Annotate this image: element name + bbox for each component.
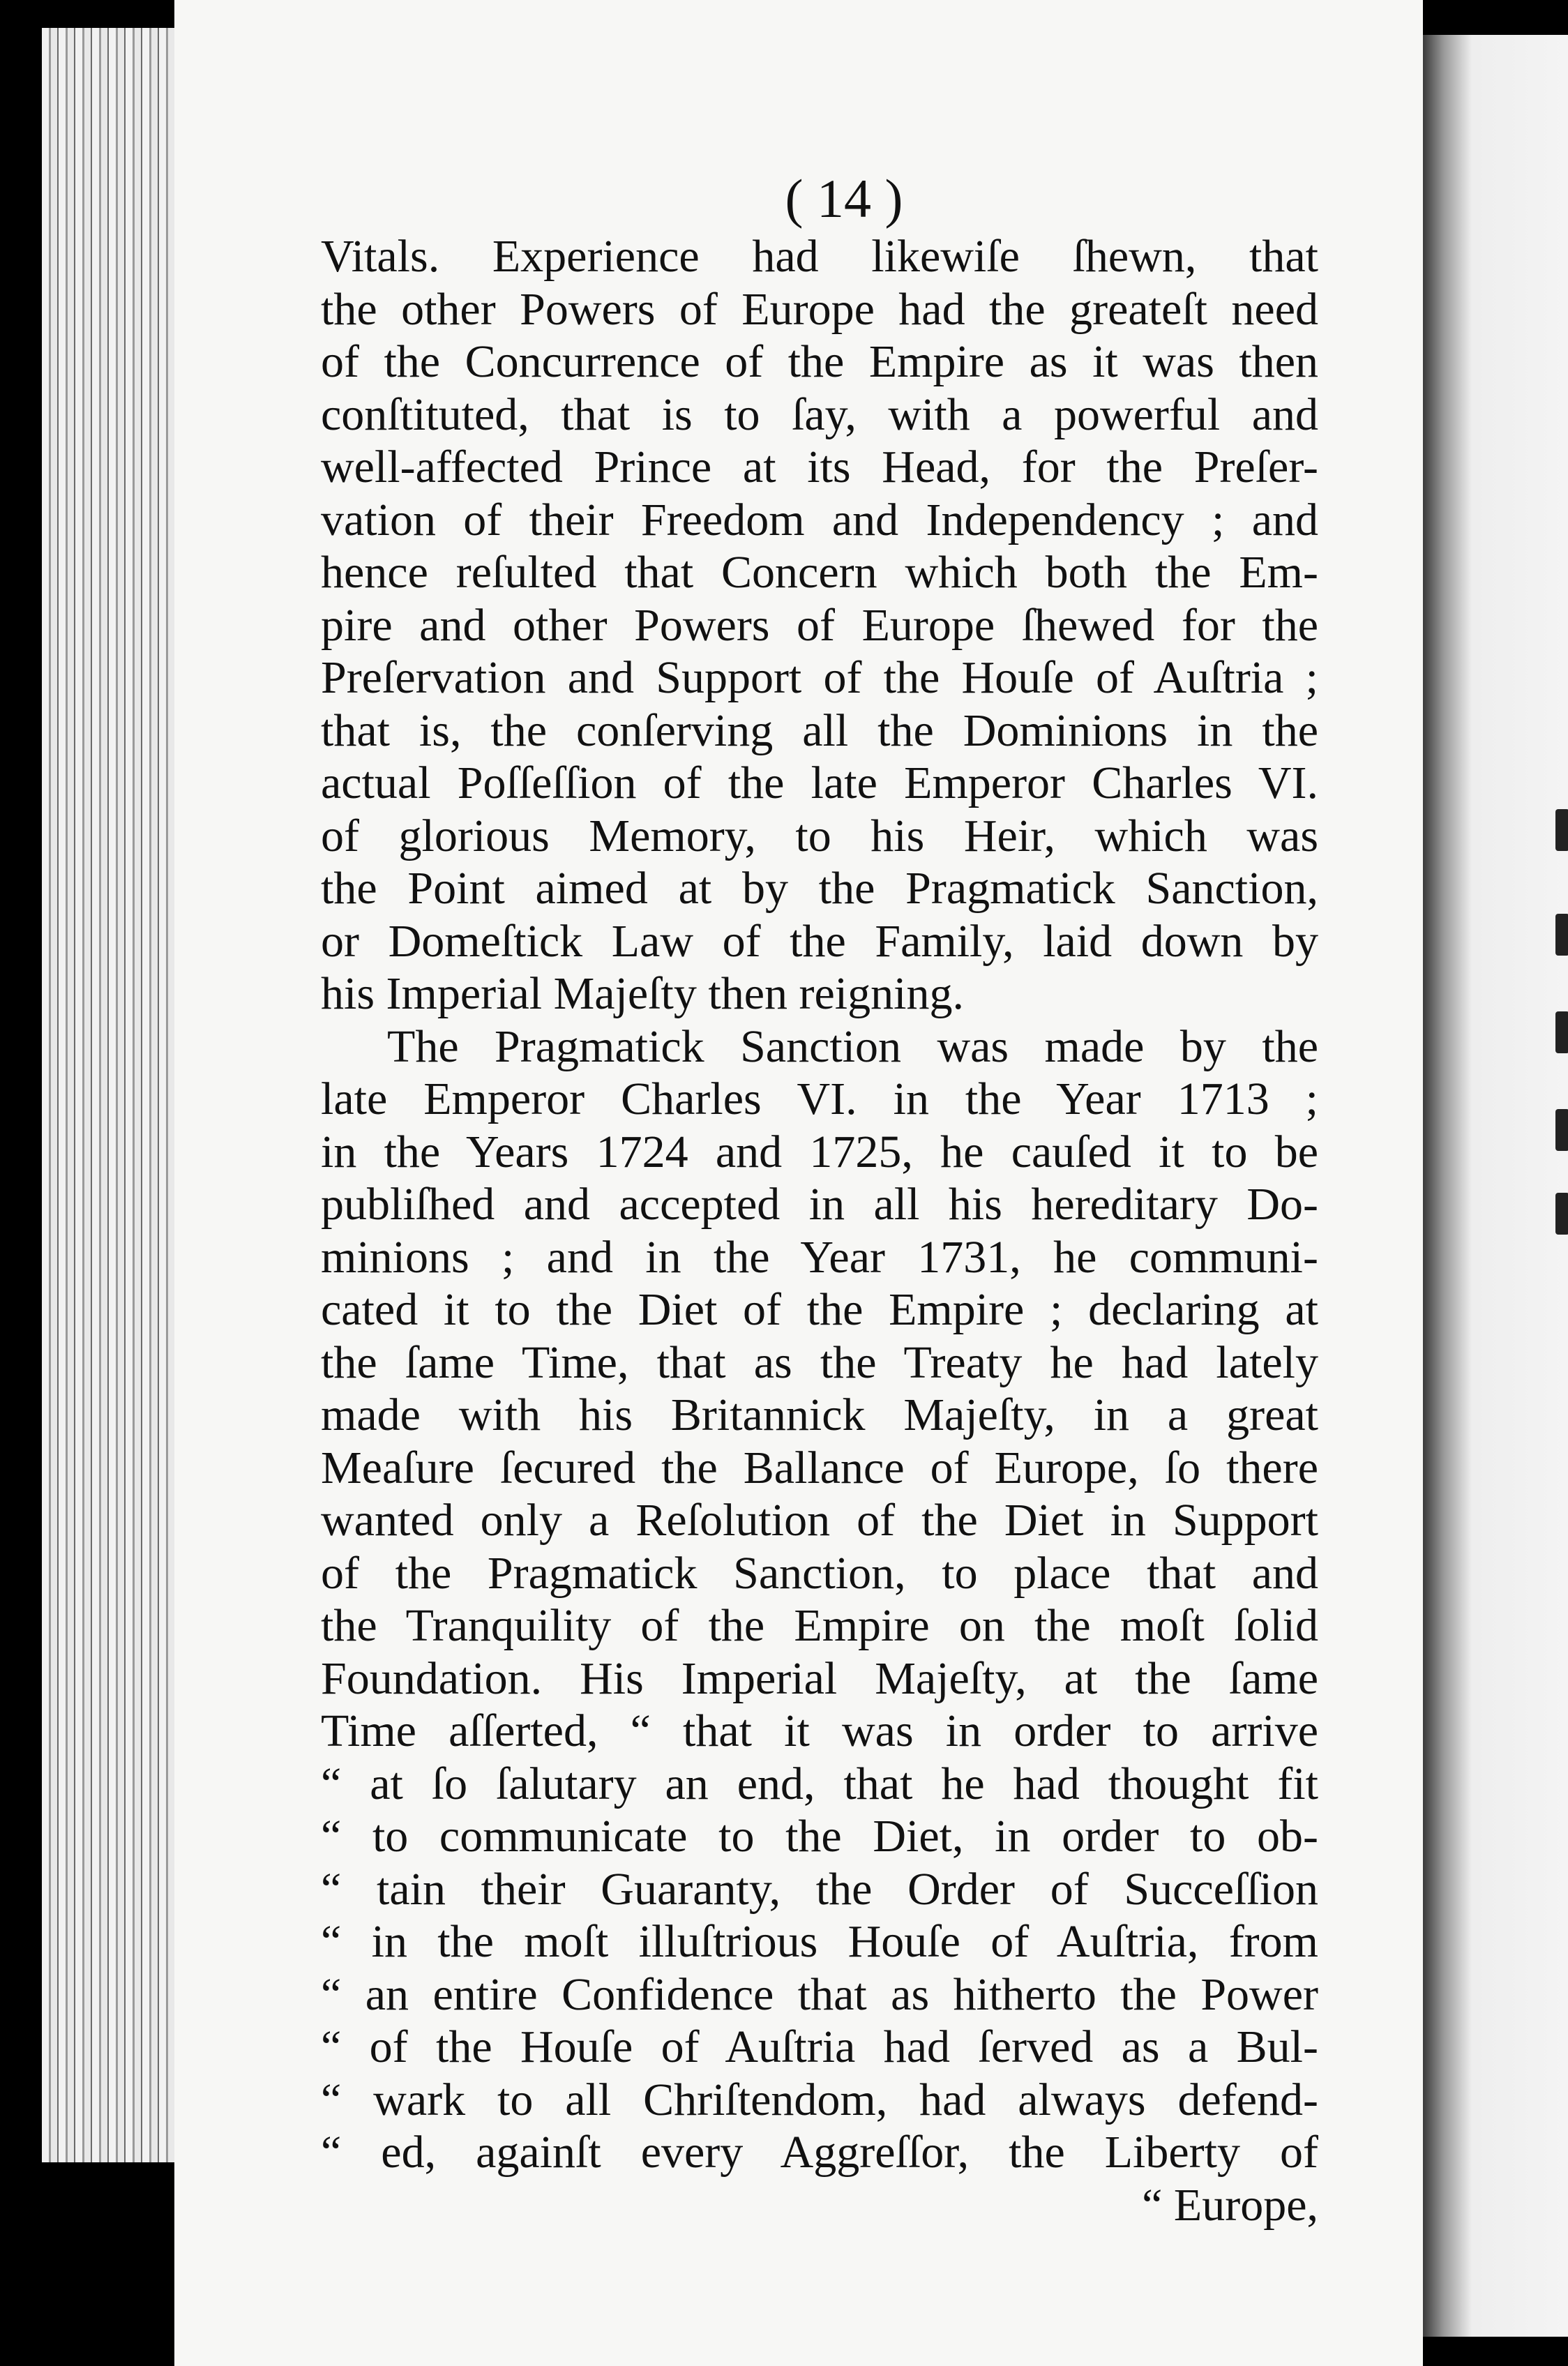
text-line: Vitals. Experience had likewiſe ſhewn, that — [321, 231, 1318, 282]
text-line: publiſhed and accepted in all his hereditary Do- — [321, 1179, 1318, 1230]
text-line: the ſame Time, that as the Treaty he had lately — [321, 1336, 1318, 1388]
text-line: or Domeſtick Law of the Family, laid down by — [321, 915, 1318, 967]
text-line: “ tain their Guaranty, the Order of Succeſſion — [321, 1863, 1318, 1915]
text-line: in the Years 1724 and 1725, he cauſed it to be — [321, 1126, 1318, 1177]
text-line: “ of the Houſe of Auſtria had ſerved as a Bul- — [321, 2021, 1318, 2072]
facing-page-edge — [1423, 35, 1568, 2337]
text-line: wanted only a Reſolution of the Diet in Support — [321, 1495, 1318, 1546]
text-line: Time aſſerted, “ that it was in order to arrive — [321, 1705, 1318, 1756]
facing-page-fragment — [1555, 1193, 1568, 1235]
text-line: of the Pragmatick Sanction, to place that and — [321, 1547, 1318, 1599]
text-line: cated it to the Diet of the Empire ; declaring at — [321, 1284, 1318, 1335]
text-line: Foundation. His Imperial Majeſty, at the ſame — [321, 1652, 1318, 1704]
page-edges — [42, 28, 176, 2162]
text-line: well-affected Prince at its Head, for the Preſer- — [321, 442, 1318, 492]
text-line: of glorious Memory, to his Heir, which was — [321, 810, 1318, 861]
text-line: “ an entire Confidence that as hitherto the Power — [321, 1968, 1318, 2020]
text-line: actual Poſſeſſion of the late Emperor Charles VI. — [321, 758, 1318, 808]
text-line: “ at ſo ſalutary an end, that he had thought fit — [321, 1758, 1318, 1809]
facing-page-fragment — [1555, 1109, 1568, 1151]
text-line: his Imperial Majeſty then reigning. — [321, 968, 964, 1019]
text-line: “ wark to all Chriſtendom, had always defend- — [321, 2074, 1318, 2125]
text-line: made with his Britannick Majeſty, in a great — [321, 1389, 1318, 1440]
text-line: Preſervation and Support of the Houſe of Auſtria ; — [321, 652, 1318, 703]
text-line: “ to communicate to the Diet, in order to ob- — [321, 1811, 1318, 1862]
text-line: conſtituted, that is to ſay, with a powerful and — [321, 389, 1318, 440]
facing-page-fragment — [1555, 1011, 1568, 1053]
text-line: The Pragmatick Sanction was made by the — [387, 1020, 1318, 1072]
text-line: minions ; and in the Year 1731, he communi- — [321, 1231, 1318, 1283]
facing-page-fragment — [1555, 809, 1568, 851]
text-line: the other Powers of Europe had the greateſt need — [321, 283, 1318, 335]
facing-page-fragment — [1555, 914, 1568, 956]
page-number: ( 14 ) — [785, 168, 903, 229]
body-text — [321, 230, 1318, 2231]
text-line: vation of their Freedom and Independency ; and — [321, 494, 1318, 545]
text-line: hence reſulted that Concern which both the Em- — [321, 547, 1318, 598]
text-line: pire and other Powers of Europe ſhewed for the — [321, 599, 1318, 651]
text-line: that is, the conſerving all the Dominions in the — [321, 704, 1318, 756]
text-line: of the Concurrence of the Empire as it was then — [321, 336, 1318, 387]
text-line: the Point aimed at by the Pragmatick Sanction, — [321, 863, 1318, 914]
text-line: late Emperor Charles VI. in the Year 1713 ; — [321, 1073, 1318, 1124]
text-line: “ ed, againſt every Aggreſſor, the Liberty of — [321, 2127, 1318, 2178]
text-line: “ Europe, — [1142, 2179, 1318, 2231]
text-line: the Tranquility of the Empire on the moſt ſolid — [321, 1600, 1318, 1651]
text-line: “ in the moſt illuſtrious Houſe of Auſtria, from — [321, 1916, 1318, 1967]
text-line: Meaſure ſecured the Ballance of Europe, ſo there — [321, 1442, 1318, 1493]
